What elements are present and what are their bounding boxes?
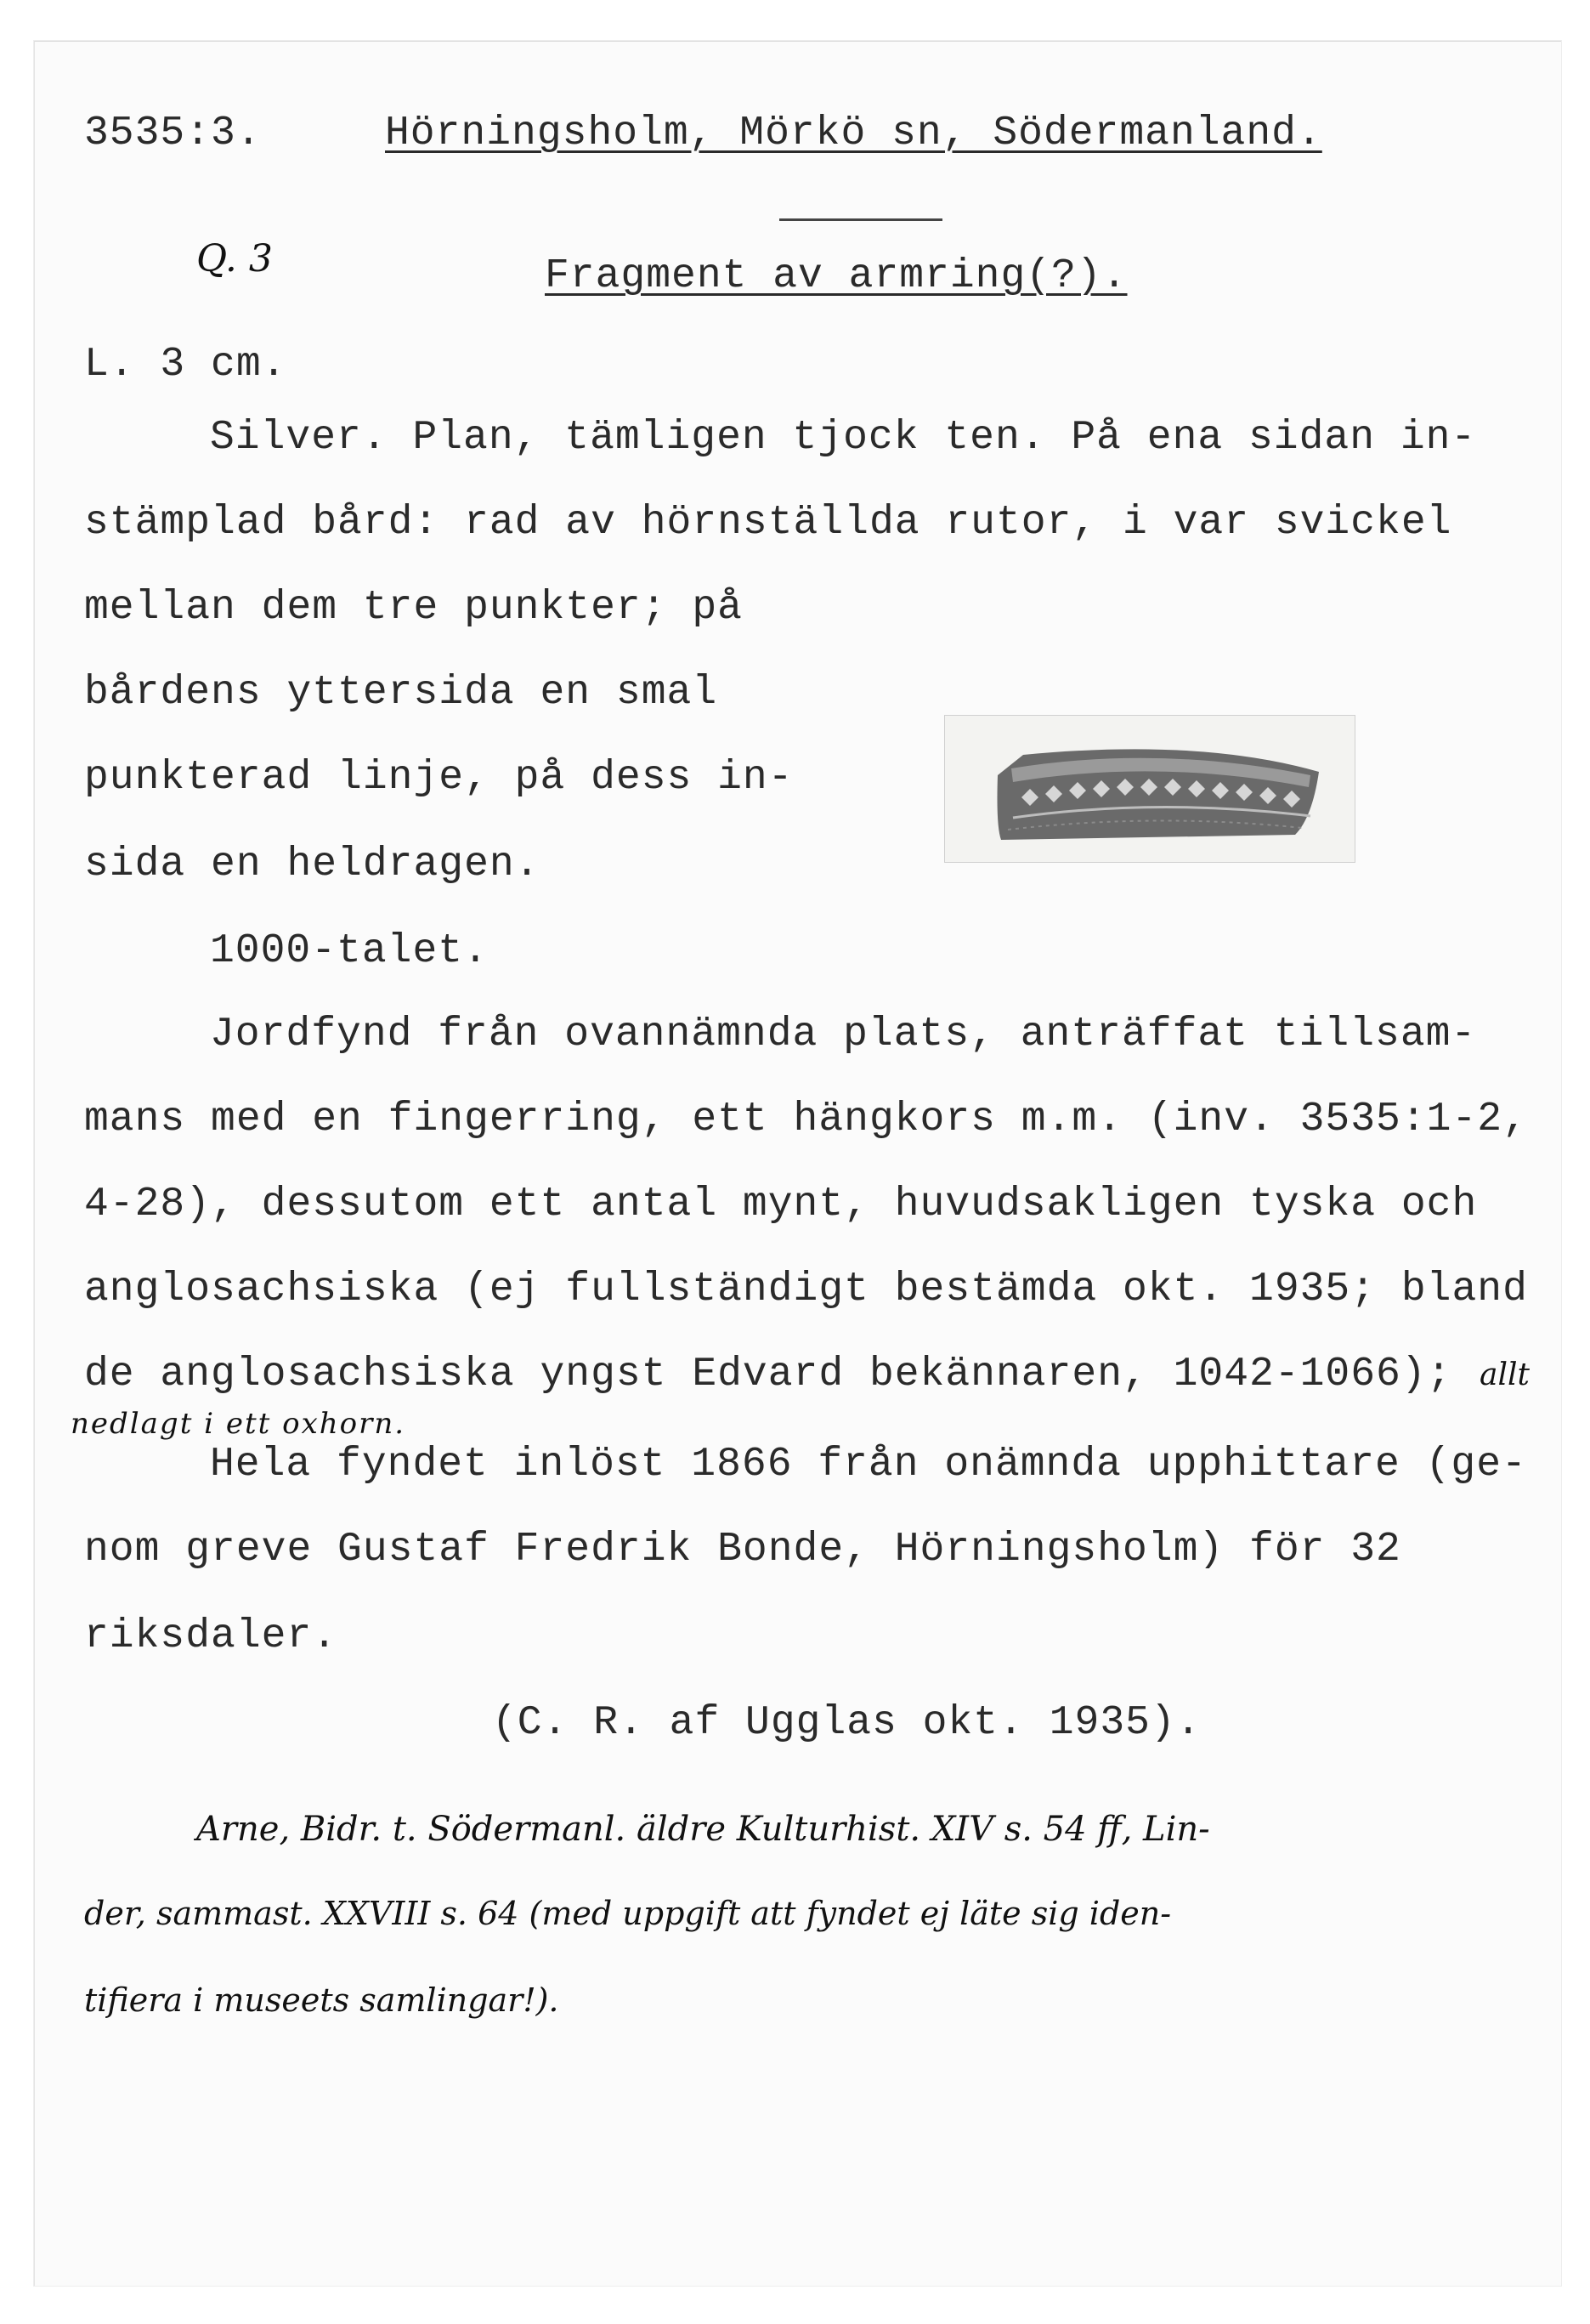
- object-title: Fragment av armring(?).: [545, 253, 1128, 299]
- description-line-5: punkterad linje, på dess in-: [84, 755, 794, 801]
- redemption-line-3: riksdaler.: [84, 1613, 338, 1659]
- redemption-line-2: nom greve Gustaf Fredrik Bonde, Hörningsholm) för 32: [84, 1527, 1401, 1573]
- find-line-2: mans med en fingerring, ett hängkors m.m. (inv. 3535:1-2,: [84, 1097, 1528, 1142]
- armring-fragment-image: [945, 716, 1355, 862]
- find-location: Hörningsholm, Mörkö sn, Södermanland.: [385, 111, 1322, 156]
- find-line-3: 4-28), dessutom ett antal mynt, huvudsakligen tyska och: [84, 1182, 1478, 1227]
- object-length: L. 3 cm.: [84, 342, 287, 388]
- handwritten-reference-1: Arne, Bidr. t. Södermanl. äldre Kulturhist. XIV s. 54 ff, Lin-: [196, 1810, 1210, 1849]
- dating: 1000-talet.: [210, 928, 489, 974]
- handwritten-reference-3: tifiera i museets samlingar!).: [84, 1981, 559, 2019]
- description-line-6: sida en heldragen.: [84, 842, 540, 887]
- find-line-5: de anglosachsiska yngst Edvard bekännaren, 1042-1066);: [84, 1352, 1452, 1397]
- description-line-3: mellan dem tre punkter; på: [84, 585, 743, 631]
- inventory-number: 3535:3.: [84, 111, 262, 156]
- redemption-line-1: Hela fyndet inlöst 1866 från onämnda upphittare (ge-: [210, 1442, 1527, 1488]
- artifact-photo: [944, 715, 1355, 863]
- handwritten-shelf-mark: Q. 3: [196, 237, 273, 281]
- handwritten-insert-end: allt: [1480, 1358, 1530, 1392]
- handwritten-insert-line: nedlagt i ett oxhorn.: [71, 1407, 406, 1441]
- description-line-2: stämplad bård: rad av hörnställda rutor, i var svickel: [84, 500, 1452, 546]
- description-line-4: bårdens yttersida en smal: [84, 670, 718, 716]
- find-line-1: Jordfynd från ovannämnda plats, anträffat tillsam-: [210, 1012, 1477, 1057]
- find-line-4: anglosachsiska (ej fullständigt bestämda okt. 1935; bland: [84, 1267, 1528, 1312]
- handwritten-reference-2: der, sammast. XXVIII s. 64 (med uppgift att fyndet ej läte sig iden-: [84, 1895, 1172, 1932]
- author-signature: (C. R. af Ugglas okt. 1935).: [492, 1700, 1202, 1746]
- description-line-1: Silver. Plan, tämligen tjock ten. På ena sidan in-: [210, 415, 1477, 461]
- header-separator: [779, 218, 942, 221]
- catalog-card: [34, 41, 1561, 2286]
